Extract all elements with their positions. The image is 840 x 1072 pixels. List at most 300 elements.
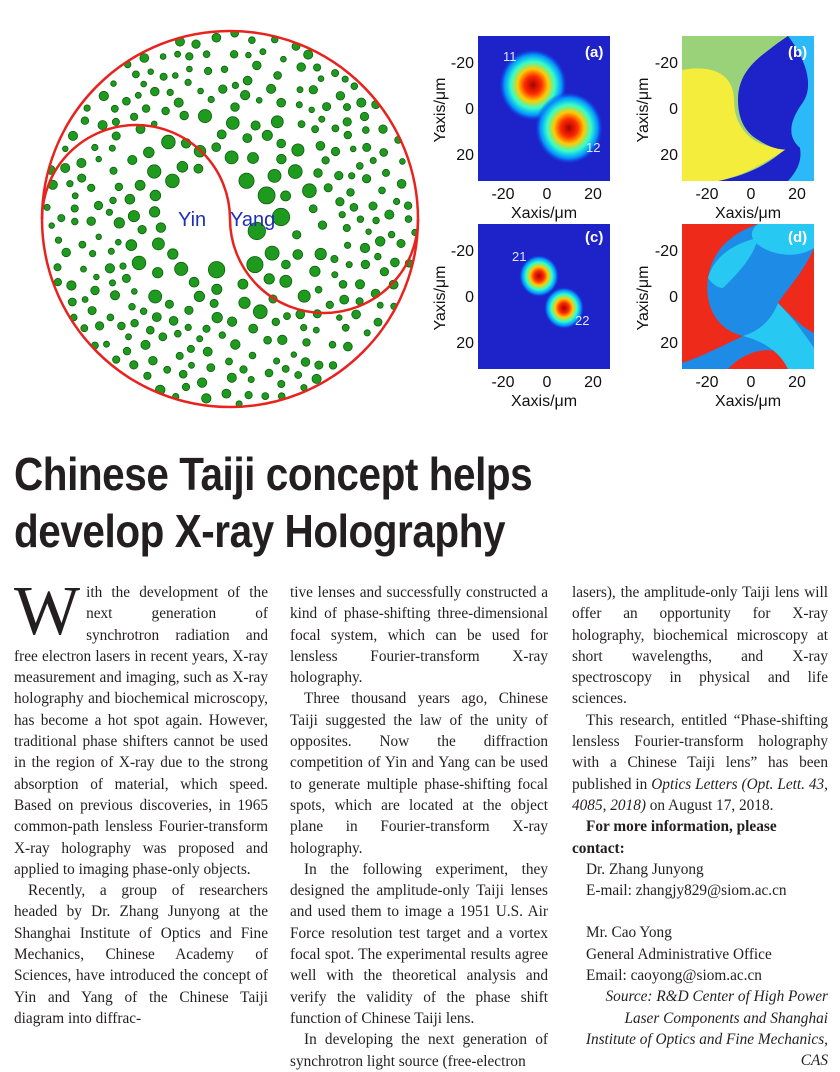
zone-dot (253, 305, 267, 319)
zone-dot (151, 87, 160, 96)
zone-dot (78, 174, 86, 182)
zone-dot (130, 361, 138, 369)
zone-dot (347, 189, 355, 197)
spot-label-22: 22 (575, 313, 590, 328)
zone-dot (91, 286, 100, 295)
zone-dot (113, 356, 120, 363)
zone-dot (92, 144, 98, 150)
zone-dot (149, 207, 159, 217)
zone-dot (44, 204, 50, 210)
zone-dot (212, 312, 222, 322)
contact-2-office: General Administrative Office (586, 945, 772, 963)
zone-dot (130, 113, 137, 120)
ytick-c-2: 20 (456, 335, 474, 352)
zone-dot (272, 318, 280, 326)
xtick-c-2: 20 (584, 374, 602, 391)
zone-dot (192, 40, 200, 48)
zone-dot (208, 96, 214, 102)
zone-dot (54, 278, 61, 285)
paragraph-4: In the following experiment, they designed the amplitude-only Taiji lenses and used them to image a 1951 U.S. Air Force resolution test target and a vortex focal spot. The experimental results agree well with the theoretical analysis and verify the validity of the phase shift function of Chinese Taiji lens. (290, 860, 548, 1027)
zone-dot (391, 258, 400, 267)
zone-dot (303, 339, 311, 347)
zone-dot (380, 149, 388, 157)
journal-citation: Optics Letters (Opt. Lett. 43, 4085, 2018) (572, 775, 828, 814)
zone-dot (186, 53, 193, 60)
zone-dot (110, 291, 119, 300)
zone-dot (61, 163, 70, 172)
zone-dot (260, 49, 266, 55)
zone-dot (122, 274, 130, 282)
zone-dot (203, 51, 210, 58)
zone-dot (231, 103, 240, 112)
zone-dot (369, 202, 377, 210)
article-title (14, 446, 736, 560)
zone-dot (318, 221, 326, 229)
xtick-b-0: -20 (695, 186, 719, 203)
zone-dot (160, 54, 166, 60)
zone-dot (340, 295, 349, 304)
zone-dot (280, 275, 292, 287)
zone-dot (126, 334, 132, 340)
zone-dot (309, 205, 317, 213)
zone-dot (172, 73, 178, 79)
zone-dot (221, 66, 228, 73)
zone-dot (174, 98, 183, 107)
zone-dot (251, 121, 260, 130)
zone-dot (71, 205, 78, 212)
zone-dot (72, 193, 78, 199)
zone-dot (175, 262, 188, 275)
ylabel-c: Yaxis/μm (432, 265, 449, 331)
zone-dot (373, 217, 380, 224)
ytick-c-0: -20 (450, 243, 474, 260)
zone-dot (329, 341, 336, 348)
zone-dot (165, 300, 173, 308)
zone-dot (179, 370, 187, 378)
ylabel-a: Yaxis/μm (432, 77, 449, 143)
zone-dot (187, 66, 193, 72)
zone-dot (58, 215, 65, 222)
zone-dot (304, 50, 313, 59)
contact-1-email[interactable]: E-mail: zhangjy829@siom.ac.cn (586, 882, 787, 900)
zone-dot (110, 167, 117, 174)
xtick-d-1: 0 (746, 374, 756, 391)
zone-dot (89, 250, 95, 256)
zone-dot (118, 322, 126, 330)
zone-dot (182, 383, 189, 390)
zone-dot (112, 132, 120, 140)
zone-dot (356, 163, 363, 170)
paragraph-1 (14, 573, 268, 880)
zone-dot (141, 340, 150, 349)
zone-dot (110, 197, 117, 204)
title-line-1: Chinese Taiji concept helps (14, 448, 533, 500)
zone-dot (357, 98, 366, 107)
zone-dot (114, 218, 124, 228)
zone-dot (212, 284, 222, 294)
panel-b (635, 30, 838, 225)
zone-dot (123, 97, 131, 105)
zone-dot (361, 260, 370, 269)
zone-dot (262, 130, 272, 140)
ytick-c-1: 0 (465, 289, 474, 306)
zone-dot (249, 352, 256, 359)
zone-dot (364, 330, 370, 336)
ytick-b-1: 0 (669, 101, 678, 118)
zone-dot (393, 198, 399, 204)
zone-dot (313, 327, 319, 333)
zone-dot (227, 373, 236, 382)
zone-dot (312, 374, 321, 383)
panel-tag-d: (d) (788, 229, 808, 246)
zone-dot (164, 366, 171, 373)
zone-dot (352, 310, 361, 319)
zone-dot (332, 272, 338, 278)
zone-dot (232, 82, 238, 88)
zone-dot (203, 325, 210, 332)
zone-dot (225, 151, 238, 164)
xtick-b-2: 20 (788, 186, 806, 203)
ytick-a-0: -20 (450, 55, 474, 72)
zone-dot (176, 352, 183, 359)
zone-dot (342, 324, 349, 331)
zone-dot (148, 165, 161, 178)
zone-dot (153, 268, 163, 278)
zone-dot (245, 391, 252, 398)
zone-dot (239, 297, 250, 308)
zone-dot (146, 326, 154, 334)
zone-dot (189, 277, 199, 287)
zone-dot (324, 184, 332, 192)
xlabel-d: Xaxis/μm (714, 393, 782, 410)
zone-dot (298, 290, 310, 302)
zone-dot (208, 262, 224, 278)
zone-dot (343, 224, 350, 231)
zone-dot (63, 146, 69, 152)
zone-dot (267, 84, 276, 93)
zone-dot (68, 131, 77, 140)
zone-dot (226, 358, 233, 365)
zone-dot (138, 225, 146, 233)
zone-dot (81, 266, 87, 272)
source-credit: Source: R&D Center of High Power Laser Components and Shanghai Institute of Optics and Fine Mechanics, CAS (585, 988, 828, 1070)
zone-dot (293, 250, 303, 260)
zone-dot (144, 372, 151, 379)
xtick-a-0: -20 (491, 186, 515, 203)
zone-dot (109, 280, 115, 286)
zone-dot (197, 336, 203, 342)
yang-label: Yang (230, 209, 276, 231)
xlabel-b: Xaxis/μm (714, 205, 782, 222)
zone-dot (238, 279, 248, 289)
contact-2-name: Mr. Cao Yong (586, 924, 672, 942)
panel-d (635, 218, 838, 413)
zone-dot (246, 52, 252, 58)
zone-dot (355, 280, 364, 289)
zone-dot (123, 347, 131, 355)
zone-dot (169, 316, 178, 325)
zone-dot (282, 365, 289, 372)
zone-dot (278, 380, 285, 387)
zone-dot (49, 223, 55, 229)
zone-dot (160, 73, 167, 80)
zone-dot (128, 211, 139, 222)
zone-dot (363, 143, 371, 151)
spot-label-11: 11 (503, 49, 517, 64)
zone-dot (336, 92, 345, 101)
zone-dot (107, 314, 114, 321)
zone-dot (207, 364, 215, 372)
zone-dot (131, 289, 137, 295)
zone-dot (344, 242, 350, 248)
drop-cap: W (14, 573, 81, 650)
zone-dot (94, 274, 100, 280)
zone-dot (337, 315, 343, 321)
paragraph-5: In developing the next generation of synchrotron light source (free-electron (290, 1031, 548, 1070)
p6-text-pre: This research, entitled “Phase-shifting lensless Fourier-transform holography with a Chinese Taiji lens” has been published in (572, 711, 828, 793)
zone-dot (187, 345, 194, 352)
zone-dot (315, 361, 323, 369)
zone-dot (332, 125, 339, 132)
zone-dot (248, 153, 259, 164)
zone-dot (115, 239, 121, 245)
xtick-b-1: 0 (746, 186, 756, 203)
panel-b-plot (635, 30, 838, 225)
zone-dot (243, 134, 252, 143)
zone-dot (271, 116, 283, 128)
zone-dot (150, 190, 161, 201)
panel-c-plot (432, 218, 638, 413)
zone-dot (265, 369, 273, 377)
zone-dot (142, 105, 150, 113)
zone-dot (247, 257, 263, 273)
zone-dot (152, 313, 161, 322)
zone-dot (379, 187, 386, 194)
taiji-lens-diagram (30, 22, 430, 412)
zone-dot (319, 116, 325, 122)
zone-dot (312, 126, 319, 133)
zone-dot (248, 376, 254, 382)
zone-dot (162, 107, 170, 115)
zone-dot (316, 141, 325, 150)
zone-dot (342, 76, 348, 82)
xtick-c-0: -20 (491, 374, 515, 391)
zone-dot (185, 306, 193, 314)
zone-dot (256, 97, 262, 103)
zone-dot (331, 147, 339, 155)
zone-dot (148, 69, 154, 75)
zone-dot (303, 184, 317, 198)
zone-dot (274, 358, 280, 364)
zone-dot (310, 266, 320, 276)
zone-dot (84, 105, 90, 111)
xlabel-a: Xaxis/μm (510, 205, 578, 222)
zone-dot (132, 71, 139, 78)
zone-dot (159, 333, 167, 341)
zone-dot (264, 336, 272, 344)
xtick-a-2: 20 (584, 186, 602, 203)
zone-dot (212, 143, 221, 152)
panel-tag-b: (b) (788, 44, 808, 61)
zone-dot (400, 159, 406, 165)
zone-dot (370, 157, 376, 163)
zone-dot (362, 127, 369, 134)
contact-heading: For more information, please contact: (572, 818, 777, 857)
zone-dot (88, 184, 95, 191)
zone-dot (382, 169, 389, 176)
zone-dot (350, 146, 356, 152)
zone-dot (222, 389, 231, 398)
panel-c (432, 218, 638, 413)
zone-dot (397, 179, 406, 188)
zone-dot (258, 187, 275, 204)
panel-tag-a: (a) (585, 44, 604, 61)
yin-label: Yin (178, 209, 207, 231)
zone-dot (385, 210, 394, 219)
ytick-d-1: 0 (669, 289, 678, 306)
zone-dot (135, 180, 145, 190)
zone-dot (379, 125, 387, 133)
zone-dot (67, 281, 76, 290)
zone-dot (162, 135, 176, 149)
zone-dot (380, 268, 388, 276)
zone-dot (343, 118, 351, 126)
zone-dot (377, 302, 383, 308)
zone-dot (166, 174, 180, 188)
zone-dot (374, 318, 382, 326)
zone-dot (301, 358, 310, 367)
zone-dot (194, 291, 204, 301)
zone-dot (293, 231, 301, 239)
zone-dot (99, 91, 108, 100)
xtick-c-1: 0 (542, 374, 552, 391)
zone-dot (54, 264, 61, 271)
zone-dot (94, 201, 102, 209)
zone-dot (291, 352, 297, 358)
zone-dot (95, 322, 103, 330)
zone-dot (135, 92, 141, 98)
zone-dot (253, 61, 262, 70)
zone-dot (194, 164, 203, 173)
zone-dot (231, 340, 241, 350)
paragraph-2-continued: tive lenses and successfully constructed a kind of phase-shifting three-dimensional focal system, which can be used for lensless Fourier-transform X-ray holography. (290, 584, 548, 687)
zone-dot (350, 203, 358, 211)
zone-dot (264, 274, 274, 284)
zone-dot (297, 87, 303, 93)
ytick-a-1: 0 (465, 101, 474, 118)
zone-dot (249, 324, 258, 333)
zone-dot (72, 218, 79, 225)
zone-dot (297, 63, 306, 72)
zone-dot (104, 341, 110, 347)
zone-dot (357, 216, 364, 223)
panel-a-plot (432, 30, 638, 225)
zone-dot (128, 155, 137, 164)
zone-dot (375, 253, 382, 260)
zone-dot (284, 313, 291, 320)
zone-dot (277, 98, 286, 107)
zone-dot (240, 366, 247, 373)
zone-dot (315, 286, 322, 293)
xlabel-c: Xaxis/μm (510, 393, 578, 410)
zone-dot (81, 117, 89, 125)
zone-dot (288, 165, 302, 179)
paragraph-3: Three thousand years ago, Chinese Taiji suggested the law of the unity of opposites. Now the diffraction competition of Yin and Yang can be used to generate multiple phase-shifting focal spots, which are located at the object plane in Fourier-transform X-ray holography. (290, 690, 548, 857)
ytick-d-2: 20 (660, 335, 678, 352)
zone-dot (339, 280, 347, 288)
zone-dot (174, 330, 181, 337)
contact-2-email[interactable]: Email: caoyong@siom.ac.cn (586, 967, 762, 985)
xtick-d-0: -20 (695, 374, 719, 391)
zone-dot (156, 223, 166, 233)
paragraph-5-continued: lasers), the amplitude-only Taiji lens will offer an opportunity for X-ray holography, biochemical microscopy at short wavelengths, and X-ray spectroscopy in physical and life sciences. (572, 584, 828, 708)
ytick-a-2: 20 (456, 147, 474, 164)
zone-dot (326, 301, 333, 308)
zone-dot (144, 147, 155, 158)
zone-dot (281, 56, 287, 62)
zone-dot (296, 102, 302, 108)
zone-dot (149, 290, 162, 303)
panel-tag-c: (c) (585, 229, 604, 246)
zone-dot (82, 297, 88, 303)
paragraph-2: Recently, a group of researchers headed by Dr. Zhang Junyong at the Shanghai Institute of Optics and Fine Mechanics, Chinese Academy of Sciences, have introduced the concept of Yin and Yang of the Chinese Taiji diagram into diffrac- (14, 882, 268, 1027)
zone-dot (81, 325, 88, 332)
xtick-a-1: 0 (542, 186, 552, 203)
zone-dot (226, 117, 239, 130)
zone-dot (152, 238, 164, 250)
ytick-b-0: -20 (654, 55, 678, 72)
zone-dot (131, 319, 139, 327)
zone-dot (96, 234, 102, 240)
zone-dot (109, 145, 115, 151)
zone-dot (111, 81, 117, 87)
contact-1-name: Dr. Zhang Junyong (586, 860, 704, 878)
panel-d-plot (635, 218, 838, 413)
zone-dot (278, 335, 287, 344)
zone-dot (404, 202, 412, 210)
zone-dot (249, 37, 256, 44)
zone-dot (331, 255, 338, 262)
zone-dot (265, 246, 279, 260)
zone-dot (274, 72, 282, 80)
zone-dot (314, 64, 321, 71)
zone-dot (360, 243, 369, 252)
ytick-d-0: -20 (654, 243, 678, 260)
zone-dot (180, 111, 189, 120)
zone-dot (177, 161, 188, 172)
zone-dot (219, 332, 226, 339)
zone-dot (108, 248, 114, 254)
zone-dot (295, 372, 302, 379)
zone-dot (344, 131, 352, 139)
zone-dot (98, 121, 107, 130)
zone-dot (106, 209, 112, 215)
xtick-d-2: 20 (788, 374, 806, 391)
zone-dot (351, 83, 358, 90)
zone-dot (336, 198, 344, 206)
paragraph-1-text: ith the development of the next generation of synchrotron radiation and free electron lasers in recent years, X-ray measurement and imaging, such as X-ray holography and biochemical microscopy, has become a hot spot again. However, traditional phase shifters cannot be used in the region of X-ray due to the strong absorption of material, which speed. Based on previous discoveries, in 1965 common-path lensless Fourier-transform X-ray holography was proposed and applied to imaging phase-only objects. (14, 584, 268, 878)
zone-dot (140, 308, 147, 315)
zone-dot (262, 393, 269, 400)
zone-dot (197, 378, 206, 387)
zone-dot (105, 264, 114, 273)
zone-dot (329, 362, 337, 370)
zone-dot (62, 248, 71, 257)
zone-dot (115, 183, 123, 191)
title-line-2: develop X-ray Holography (14, 505, 506, 557)
zone-dot (301, 324, 307, 330)
ylabel-b: Yaxis/μm (635, 77, 652, 143)
